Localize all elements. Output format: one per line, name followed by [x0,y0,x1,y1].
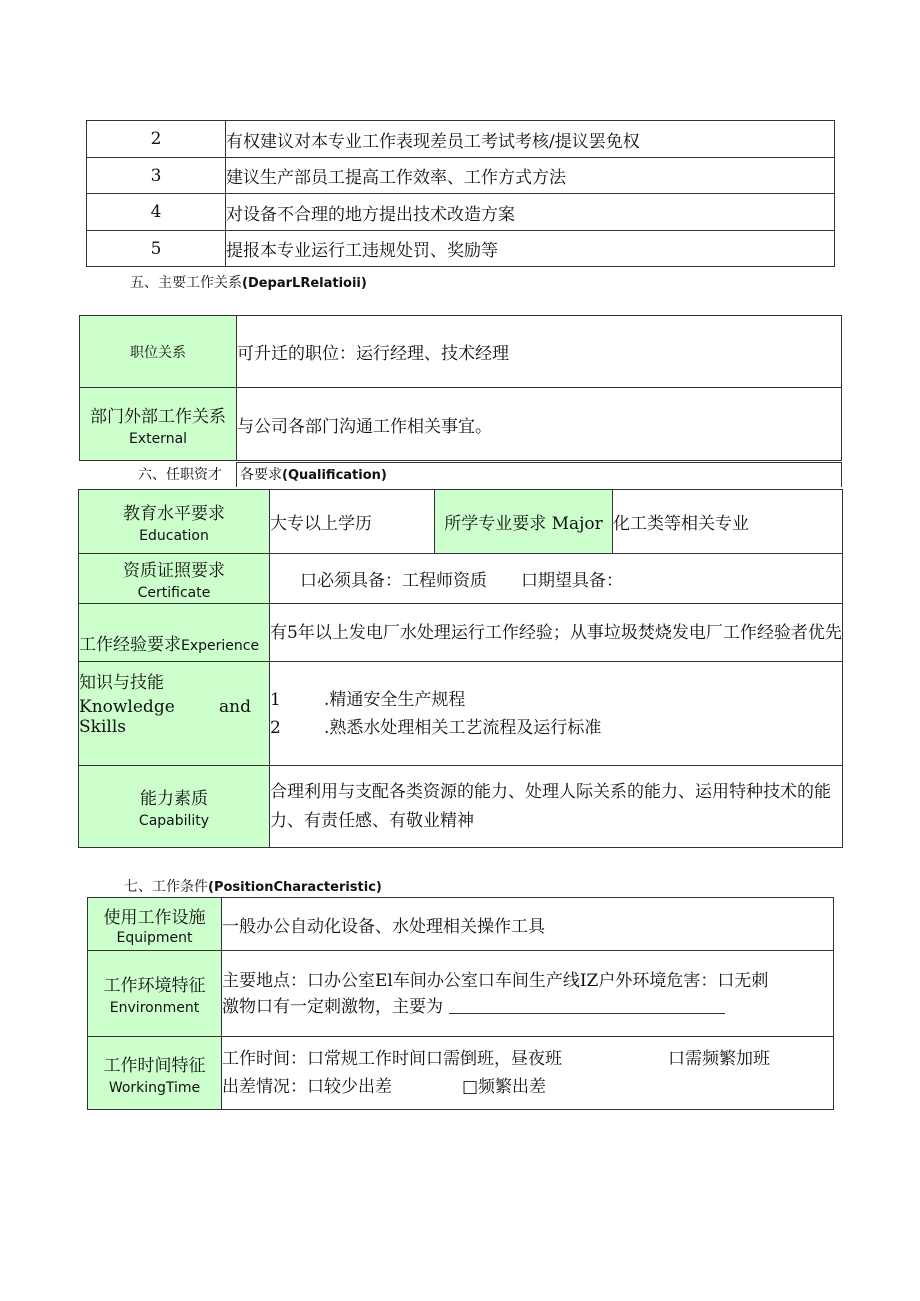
label-cn: 使用工作设施 [103,907,206,928]
knowledge-item-text: .精通安全生产规程 [324,689,466,710]
capability-label [79,766,270,848]
worktime-line1 [222,1045,833,1073]
label-en: Capability [138,813,210,829]
experience-label [79,604,270,662]
knowledge-item-text: .熟悉水处理相关工艺流程及运行标准 [324,717,602,738]
worktime-line1b: 口需频繁加班 [668,1049,770,1069]
environment-line2-text: 激物口有一定刺激物，主要为 [222,996,443,1017]
label-cn: 部门外部工作关系 [90,406,226,427]
position-relation-value: 可升迁的职位：运行经理、技术经理 [237,316,842,388]
experience-value: 有5年以上发电厂水处理运行工作经验；从事垃圾焚烧发电厂工作经验者优先 [270,604,843,662]
worktime-line2b: □频繁出差 [462,1077,547,1097]
label-en: Certificate [137,585,211,601]
worktime-line2 [222,1073,833,1101]
label-cn: 教育水平要求 [123,504,225,524]
position-relation-label [80,316,237,388]
authority-table [86,120,835,267]
environment-label [88,951,222,1037]
education-label [79,490,270,554]
certificate-label [79,554,270,604]
label-en-2: and [219,697,251,717]
knowledge-item-num: 1 [270,689,281,710]
label-cn: 职位关系 [130,344,186,361]
equipment-label [88,898,222,951]
worktime-label [88,1037,222,1110]
worktime-line1a: 工作时间：口常规工作时间口需倒班，昼夜班 [222,1049,562,1069]
major-value: 化工类等相关专业 [613,490,843,554]
section7-heading-cn: 七、工作条件 [124,879,208,895]
label-cn: 工作环境特征 [103,976,206,996]
section6-heading [138,464,222,484]
knowledge-item [270,714,842,742]
label-cn: 资质证照要求 [123,561,225,581]
knowledge-item-num: 2 [270,717,281,738]
label-cn: 能力素质 [140,789,208,809]
row-text: 有权建议对本专业工作表现差员工考试考核/提议罢免权 [226,121,835,158]
qualification-table [78,489,843,848]
section6-heading-en: (Qualification) [282,468,387,483]
label-cn: 工作经验要求 [79,635,181,655]
section5-heading [130,272,367,292]
environment-line1: 主要地点：口办公室El车间办公室口车间生产线IZ户外环境危害：口无刺 [222,970,769,991]
knowledge-value [270,662,843,766]
worktime-line2a: 出差情况：口较少出差 [222,1077,392,1097]
external-relation-value: 与公司各部门沟通工作相关事宜。 [237,388,842,461]
label-en-1: Knowledge [79,697,175,717]
label-en: External [128,430,188,447]
environment-value [222,951,834,1037]
section6-heading-cn-b: 各要求 [240,467,282,483]
row-number: 3 [87,158,226,194]
section7-heading [124,876,382,896]
knowledge-item [270,686,842,714]
row-number: 2 [87,121,226,158]
row-number: 4 [87,194,226,231]
label-en: Experience [181,638,260,654]
label-en: WorkingTime [108,1079,201,1096]
label-en: Equipment [116,929,193,946]
section5-heading-cn: 五、主要工作关系 [130,275,242,291]
row-text: 提报本专业运行工违规处罚、奖励等 [226,231,835,267]
capability-value: 合理利用与支配各类资源的能力、处理人际关系的能力、运用特种技术的能力、有责任感、有敬业精神 [270,766,843,848]
row-number: 5 [87,231,226,267]
label-en: Environment [109,1000,200,1016]
certificate-value: 口必须具备：工程师资质 口期望具备： [270,554,843,604]
education-value: 大专以上学历 [270,490,435,554]
environment-line2 [222,994,833,1020]
relations-table [79,315,842,461]
worktime-value [222,1037,834,1110]
external-relation-label [80,388,237,461]
equipment-value: 一般办公自动化设备、水处理相关操作工具 [222,898,834,951]
section5-heading-en: (DeparLRelatioii) [242,276,367,291]
row-text: 对设备不合理的地方提出技术改造方案 [226,194,835,231]
fill-in-blank [449,995,725,1014]
label-cn: 工作时间特征 [103,1055,206,1076]
label-cn: 知识与技能 [79,673,164,693]
conditions-table [87,897,834,1110]
label-en: Education [139,528,209,544]
section6-heading-cn-a: 六、任职资才 [138,467,222,483]
section7-heading-en: (PositionCharacteristic) [208,880,382,895]
major-label: 所学专业要求 Major [435,490,613,554]
knowledge-label [79,662,270,766]
row-text: 建议生产部员工提高工作效率、工作方式方法 [226,158,835,194]
section6-heading-b [240,464,387,484]
label-en-3: Skills [79,717,126,737]
